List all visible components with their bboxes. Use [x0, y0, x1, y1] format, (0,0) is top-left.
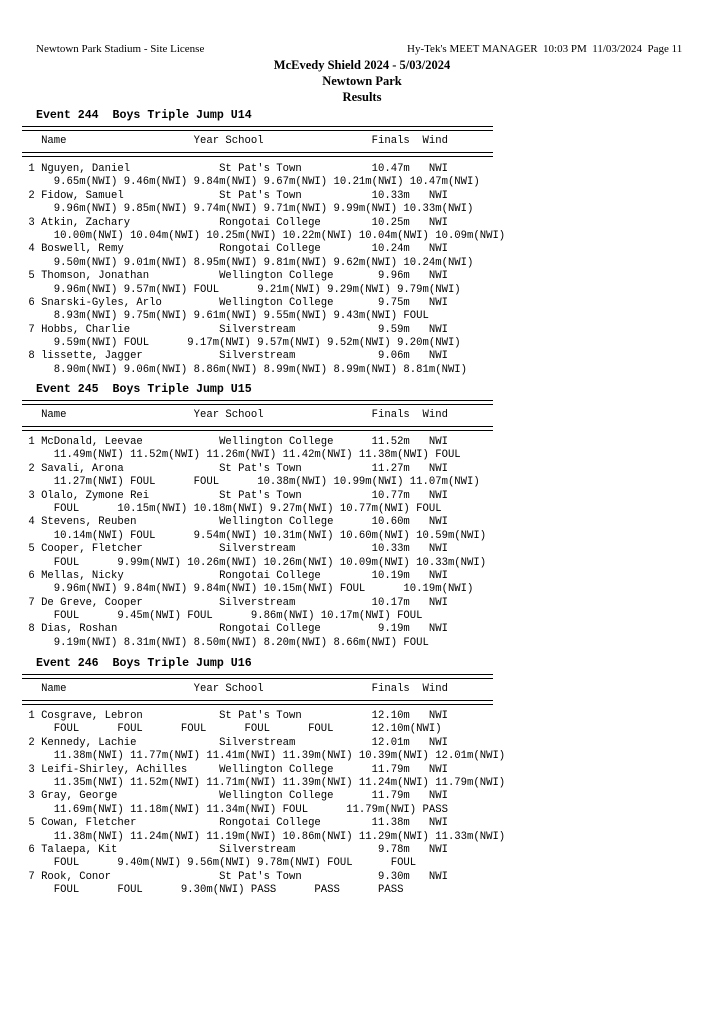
- venue-title: Newtown Park: [322, 74, 402, 88]
- attempts-row: 9.59m(NWI) FOUL 9.17m(NWI) 9.57m(NWI) 9.52m(NWI) 9.20m(NWI): [22, 337, 461, 350]
- header-left: Newtown Park Stadium - Site License: [36, 43, 205, 55]
- result-row: 4 Boswell, Remy Rongotai College 10.24m NWI: [22, 243, 448, 256]
- divider: [22, 426, 493, 431]
- result-row: 5 Thomson, Jonathan Wellington College 9.96m NWI: [22, 270, 448, 283]
- attempts-row: 8.93m(NWI) 9.75m(NWI) 9.61m(NWI) 9.55m(NWI) 9.43m(NWI) FOUL: [22, 310, 429, 323]
- result-row: 2 Kennedy, Lachie Silverstream 12.01m NWI: [22, 736, 448, 749]
- attempts-row: FOUL 10.15m(NWI) 10.18m(NWI) 9.27m(NWI) 10.77m(NWI) FOUL: [22, 502, 442, 515]
- column-header: Name Year School Finals Wind: [22, 135, 448, 147]
- result-row: 7 Hobbs, Charlie Silverstream 9.59m NWI: [22, 323, 448, 336]
- result-row: 1 Nguyen, Daniel St Pat's Town 10.47m NWI: [22, 163, 448, 175]
- attempts-row: 9.19m(NWI) 8.31m(NWI) 8.50m(NWI) 8.20m(NWI) 8.66m(NWI) FOUL: [22, 636, 429, 649]
- result-row: 2 Fidow, Samuel St Pat's Town 10.33m NWI: [22, 189, 448, 202]
- divider: [22, 674, 493, 679]
- divider: [22, 400, 493, 405]
- result-row: 1 McDonald, Leevae Wellington College 11.52m NWI: [22, 436, 448, 448]
- divider: [22, 152, 493, 157]
- attempts-row: 10.14m(NWI) FOUL 9.54m(NWI) 10.31m(NWI) 10.60m(NWI) 10.59m(NWI): [22, 529, 487, 542]
- result-row: 3 Leifi-Shirley, Achilles Wellington College 11.79m NWI: [22, 763, 448, 776]
- divider: [22, 700, 493, 705]
- result-row: 3 Olalo, Zymone Rei St Pat's Town 10.77m NWI: [22, 489, 448, 502]
- attempts-row: FOUL 9.45m(NWI) FOUL 9.86m(NWI) 10.17m(NWI) FOUL: [22, 610, 423, 623]
- attempts-row: FOUL 9.99m(NWI) 10.26m(NWI) 10.26m(NWI) 10.09m(NWI) 10.33m(NWI): [22, 556, 487, 569]
- attempts-row: 11.35m(NWI) 11.52m(NWI) 11.71m(NWI) 11.39m(NWI) 11.24m(NWI) 11.79m(NWI): [22, 776, 506, 789]
- result-row: 1 Cosgrave, Lebron St Pat's Town 12.10m NWI: [22, 710, 448, 722]
- result-row: 5 Cowan, Fletcher Rongotai College 11.38m NWI: [22, 817, 448, 830]
- result-row: 4 Stevens, Reuben Wellington College 10.60m NWI: [22, 516, 448, 529]
- column-header: Name Year School Finals Wind: [22, 409, 448, 421]
- column-header: Name Year School Finals Wind: [22, 683, 448, 695]
- attempts-row: FOUL FOUL 9.30m(NWI) PASS PASS PASS: [22, 884, 404, 897]
- result-row: 6 Snarski-Gyles, Arlo Wellington College 9.75m NWI: [22, 296, 448, 309]
- attempts-row: 11.69m(NWI) 11.18m(NWI) 11.34m(NWI) FOUL 11.79m(NWI) PASS: [22, 803, 448, 816]
- results-list: [22, 710, 505, 897]
- result-row: 7 Rook, Conor St Pat's Town 9.30m NWI: [22, 870, 448, 883]
- attempts-row: 9.50m(NWI) 9.01m(NWI) 8.95m(NWI) 9.81m(NWI) 9.62m(NWI) 10.24m(NWI): [22, 256, 474, 269]
- result-row: 7 De Greve, Cooper Silverstream 10.17m NWI: [22, 596, 448, 609]
- header-right: Hy-Tek's MEET MANAGER 10:03 PM 11/03/2024 Page 11: [407, 43, 683, 55]
- section-title: Results: [342, 90, 382, 104]
- attempts-row: 10.00m(NWI) 10.04m(NWI) 10.25m(NWI) 10.22m(NWI) 10.04m(NWI) 10.09m(NWI): [22, 229, 506, 242]
- meet-title: McEvedy Shield 2024 - 5/03/2024: [273, 58, 451, 72]
- result-row: 3 Gray, George Wellington College 11.79m NWI: [22, 790, 448, 803]
- result-row: 2 Savali, Arona St Pat's Town 11.27m NWI: [22, 462, 448, 475]
- attempts-row: 11.38m(NWI) 11.24m(NWI) 11.19m(NWI) 10.86m(NWI) 11.29m(NWI) 11.33m(NWI): [22, 830, 506, 843]
- attempts-row: 8.90m(NWI) 9.06m(NWI) 8.86m(NWI) 8.99m(NWI) 8.99m(NWI) 8.81m(NWI): [22, 363, 468, 376]
- attempts-row: 9.96m(NWI) 9.84m(NWI) 9.84m(NWI) 10.15m(NWI) FOUL 10.19m(NWI): [22, 583, 474, 596]
- event-title: Event 245 Boys Triple Jump U15: [36, 383, 252, 396]
- divider: [22, 126, 493, 131]
- results-list: [22, 436, 486, 650]
- result-row: 8 lissette, Jagger Silverstream 9.06m NWI: [22, 350, 448, 363]
- event-title: Event 244 Boys Triple Jump U14: [36, 109, 252, 122]
- result-row: 6 Mellas, Nicky Rongotai College 10.19m NWI: [22, 569, 448, 582]
- result-row: 6 Talaepa, Kit Silverstream 9.78m NWI: [22, 843, 448, 856]
- attempts-row: 11.38m(NWI) 11.77m(NWI) 11.41m(NWI) 11.39m(NWI) 10.39m(NWI) 12.01m(NWI): [22, 750, 506, 763]
- results-list: [22, 163, 505, 377]
- attempts-row: 9.96m(NWI) 9.85m(NWI) 9.74m(NWI) 9.71m(NWI) 9.99m(NWI) 10.33m(NWI): [22, 203, 474, 216]
- attempts-row: FOUL 9.40m(NWI) 9.56m(NWI) 9.78m(NWI) FOUL FOUL: [22, 857, 417, 870]
- event-title: Event 246 Boys Triple Jump U16: [36, 657, 252, 670]
- attempts-row: 11.49m(NWI) 11.52m(NWI) 11.26m(NWI) 11.42m(NWI) 11.38m(NWI) FOUL: [22, 449, 461, 462]
- attempts-row: 9.96m(NWI) 9.57m(NWI) FOUL 9.21m(NWI) 9.29m(NWI) 9.79m(NWI): [22, 283, 461, 296]
- result-row: 8 Dias, Roshan Rongotai College 9.19m NWI: [22, 623, 448, 636]
- result-row: 3 Atkin, Zachary Rongotai College 10.25m NWI: [22, 216, 448, 229]
- result-row: 5 Cooper, Fletcher Silverstream 10.33m NWI: [22, 543, 448, 556]
- attempts-row: FOUL FOUL FOUL FOUL FOUL 12.10m(NWI): [22, 723, 442, 736]
- attempts-row: 11.27m(NWI) FOUL FOUL 10.38m(NWI) 10.99m(NWI) 11.07m(NWI): [22, 476, 480, 489]
- attempts-row: 9.65m(NWI) 9.46m(NWI) 9.84m(NWI) 9.67m(NWI) 10.21m(NWI) 10.47m(NWI): [22, 176, 480, 189]
